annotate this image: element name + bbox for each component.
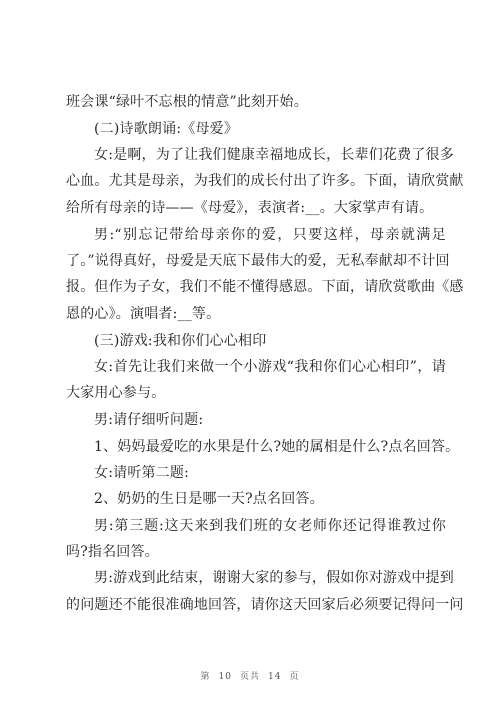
paragraph-line: 心血。尤其是母亲，为我们的成长付出了许多。下面，请欣赏献 bbox=[66, 173, 464, 189]
paragraph-line: 女:请听第二题: bbox=[94, 465, 190, 481]
section-heading: (三)游戏:我和你们心心相印 bbox=[94, 333, 267, 349]
paragraph-line: 男:“别忘记带给母亲你的爱，只要这样，母亲就满足 bbox=[94, 227, 446, 243]
paragraph-line: 班会课“绿叶不忘根的情意”此刻开始。 bbox=[66, 94, 308, 110]
total-pages-number: 14 bbox=[268, 672, 282, 682]
page-footer bbox=[0, 671, 500, 683]
paragraph-line: 男:游戏到此结束，谢谢大家的参与，假如你对游戏中提到 bbox=[94, 570, 454, 586]
paragraph-line: 男:请仔细听问题: bbox=[94, 412, 204, 428]
footer-middle: 页共 bbox=[239, 672, 260, 682]
paragraph-line: 恩的心》。演唱者:__等。 bbox=[66, 306, 221, 322]
paragraph-line: 大家用心参与。 bbox=[66, 385, 166, 401]
paragraph-line: 1、妈妈最爱吃的水果是什么?她的属相是什么?点名回答。 bbox=[94, 439, 460, 455]
paragraph-line: 报。但作为子女，我们不能不懂得感恩。下面，请欣赏歌曲《感 bbox=[66, 279, 464, 295]
paragraph-line: 吗?指名回答。 bbox=[66, 544, 159, 560]
section-heading: (二)诗歌朗诵:《母爱》 bbox=[94, 121, 239, 137]
current-page-number: 10 bbox=[218, 672, 232, 682]
paragraph-line: 2、奶奶的生日是哪一天?点名回答。 bbox=[94, 491, 324, 507]
paragraph-line: 的问题还不能很准确地回答，请你这天回家后必须要记得问一问 bbox=[66, 597, 464, 613]
paragraph-line: 女:是啊，为了让我们健康幸福地成长，长辈们花费了很多 bbox=[94, 147, 454, 163]
footer-prefix: 第 bbox=[200, 672, 211, 682]
paragraph-line: 了。”说得真好，母爱是天底下最伟大的爱，无私奉献却不计回 bbox=[66, 253, 450, 269]
footer-suffix: 页 bbox=[289, 672, 300, 682]
paragraph-line: 女:首先让我们来做一个小游戏“我和你们心心相印”，请 bbox=[94, 359, 446, 375]
paragraph-line: 男:第三题:这天来到我们班的女老师你还记得谁教过你 bbox=[94, 518, 446, 534]
paragraph-line: 给所有母亲的诗——《母爱》，表演者:__。大家掌声有请。 bbox=[66, 200, 434, 216]
